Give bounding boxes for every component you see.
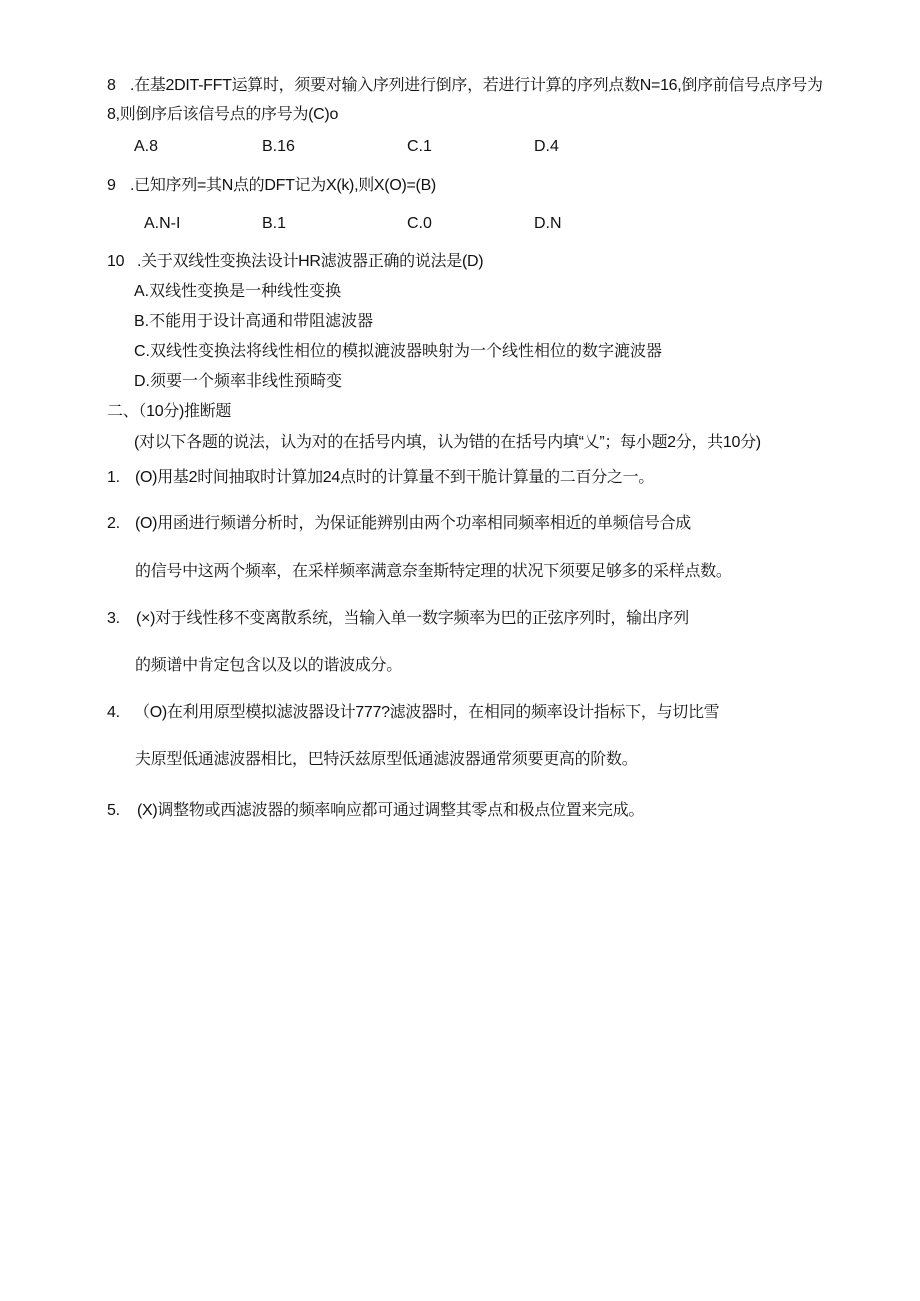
option-b: B.16 xyxy=(262,138,295,155)
question-text: .在基2DIT-FFT运算时，须要对输入序列进行倒序，若进行计算的序列点数N=16,倒序前信号点序号为 xyxy=(130,77,823,94)
option-a: A.双线性变换是一种线性变换 xyxy=(134,283,342,300)
judgment-item-2 xyxy=(107,514,691,534)
question-8-line-1 xyxy=(107,76,823,96)
option-d: D.N xyxy=(534,215,562,232)
question-8-line-2: 8,则倒序后该信号点的序号为(C)o xyxy=(107,106,339,123)
item-text: (O)用函进行频谱分析时，为保证能辨别由两个功率相同频率相近的单频信号合成 xyxy=(135,515,692,532)
judgment-item-4-continuation: 夫原型低通滤波器相比，巴特沃兹原型低通滤波器通常须要更高的阶数。 xyxy=(135,751,638,768)
judgment-item-4 xyxy=(107,703,719,723)
option-a: A.8 xyxy=(134,138,159,155)
question-text: .关于双线性变换法设计HR滤波器正确的说法是(D) xyxy=(137,253,484,270)
question-number: 8 xyxy=(107,77,116,94)
item-number: 3. xyxy=(107,610,120,627)
option-c: C.0 xyxy=(407,215,432,232)
question-text: .已知序列=其N点的DFT记为X(k),则X(O)=(B) xyxy=(130,177,436,194)
judgment-item-1 xyxy=(107,468,654,488)
question-number: 9 xyxy=(107,177,116,194)
item-number: 4. xyxy=(107,704,120,721)
item-text: (O)用基2时间抽取时计算加24点时的计算量不到干脆计算量的二百分之一。 xyxy=(135,469,654,486)
section-2-heading: 二、（10分)推断题 xyxy=(107,403,232,420)
option-b: B.不能用于设计高通和带阻滤波器 xyxy=(134,313,374,330)
item-text: (X)调整物或西滤波器的频率响应都可通过调整其零点和极点位置来完成。 xyxy=(137,802,645,819)
item-text: (×)对于线性移不变离散系统，当输入单一数字频率为巴的正弦序列时，输出序列 xyxy=(136,610,689,627)
option-d: D.4 xyxy=(534,138,559,155)
option-d: D.须要一个频率非线性预畸变 xyxy=(134,373,343,390)
judgment-item-3-continuation: 的频谱中肯定包含以及以的谐波成分。 xyxy=(135,657,402,674)
question-10-line-1 xyxy=(107,252,483,272)
item-text: （O)在利用原型模拟滤波器设计777?滤波器时，在相同的频率设计指标下，与切比雪 xyxy=(134,704,720,721)
option-c: C.1 xyxy=(407,138,432,155)
judgment-item-5 xyxy=(107,801,644,821)
question-9-line-1 xyxy=(107,176,436,196)
item-number: 1. xyxy=(107,469,120,486)
option-b: B.1 xyxy=(262,215,287,232)
question-number: 10 xyxy=(107,253,125,270)
judgment-item-3 xyxy=(107,609,689,629)
option-a: A.N-I xyxy=(144,215,181,232)
item-number: 2. xyxy=(107,515,120,532)
item-number: 5. xyxy=(107,802,120,819)
section-2-instructions: (对以下各题的说法，认为对的在括号内填，认为错的在括号内填“乂”；每小题2分，共10分) xyxy=(134,434,761,451)
option-c: C.双线性变换法将线性相位的模拟漉波器映射为一个线性相位的数字漉波器 xyxy=(134,343,663,360)
judgment-item-2-continuation: 的信号中这两个频率，在采样频率满意奈奎斯特定理的状况下须要足够多的采样点数。 xyxy=(135,563,732,580)
